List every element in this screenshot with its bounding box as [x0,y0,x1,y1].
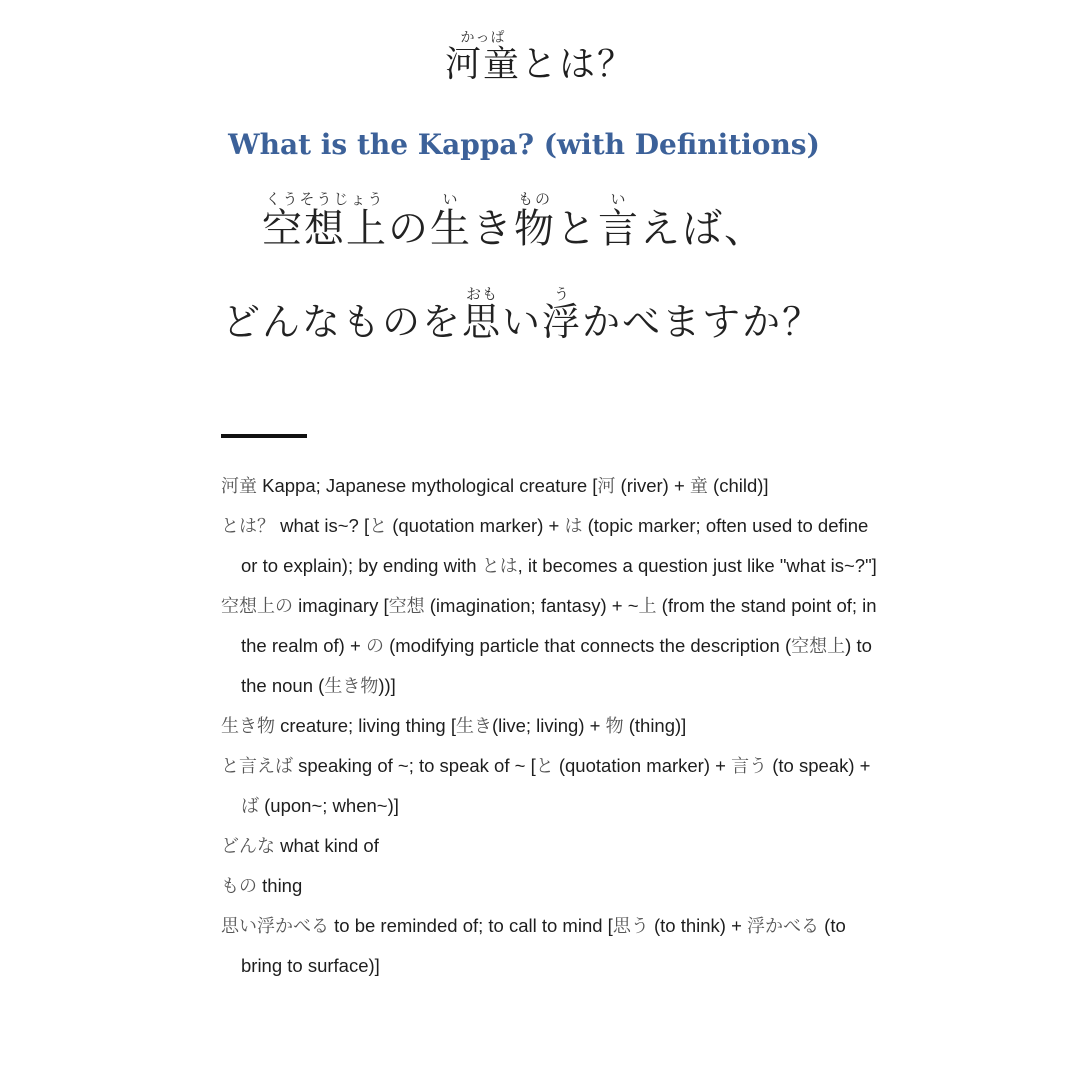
vocab-definition: creature; living thing [ [275,715,456,736]
ruby-base: 生 [430,206,472,252]
vocab-definition: speaking of ~; to speak of ~ [ [293,755,536,776]
vocab-entry-omoiukaberu [221,906,881,985]
part-jp: 思う [612,916,649,937]
part-jp: 生き物 [324,676,379,697]
vocab-term: もの [221,876,257,897]
furigana: おも [462,285,503,303]
furigana: い [430,190,472,208]
part-jp: 河 [597,476,616,497]
ruby-base: 言 [598,206,640,252]
title-kanji-with-furigana [444,30,521,85]
part-en: (imagination; fantasy) + ~ [424,595,639,616]
kana-segment: かべますか？ [582,300,823,344]
part-jp: 浮かべる [747,916,820,937]
part-en: (to bring to surface)] [241,915,846,976]
vocab-entry-ikimono [221,706,881,746]
part-jp: の [365,636,384,657]
vocab-term: どんな [221,836,275,857]
title-rest: とは？ [521,44,636,85]
ruby-base: 浮 [542,300,583,344]
vocab-entry-towa [221,506,881,586]
part-en: (to speak) + [767,755,871,776]
vocab-definition: imaginary [ [293,595,389,616]
ruby-segment [462,285,503,344]
part-jp: 上 [638,596,657,617]
furigana: い [598,190,640,208]
vocab-entry-mono [221,866,881,906]
ruby-base: 思 [462,300,503,344]
kana-segment: き [472,206,514,252]
question-line-1 [262,190,766,253]
part-jp: 空想上 [791,636,846,657]
vocab-definition: Kappa; Japanese mythological creature [ [257,475,598,496]
part-en: (to think) + [648,915,748,936]
part-en: (quotation marker) + [387,515,565,536]
vocab-term: と言えば [221,756,293,777]
part-en: (quotation marker) + [553,755,732,776]
part-en: (child)] [707,475,769,496]
section-divider [221,434,307,438]
vocab-entry-kuusoujou [221,586,881,706]
part-en: (river) + [615,475,690,496]
part-en: , it becomes a question just like "what is~?"] [517,555,877,576]
part-jp: は [564,516,583,537]
vocab-term: 河童 [221,476,257,497]
kana-segment: と [556,206,598,252]
furigana: う [542,285,583,303]
title-furigana: かっぱ [444,30,521,46]
ruby-base: 空想上 [262,206,388,252]
vocab-definition: what is~? [ [275,515,370,536]
part-jp: ば [241,796,259,817]
ruby-segment [542,285,583,344]
vocab-definition: to be reminded of; to call to mind [ [329,915,613,936]
part-jp: 童 [689,476,708,497]
ruby-base: 物 [514,206,556,252]
vocab-entry-kappa [221,466,881,506]
ruby-segment [514,190,556,252]
vocab-term: 思い浮かべる [221,916,329,937]
part-en: (thing)] [623,715,687,736]
vocab-definition: thing [257,875,303,896]
vocab-term: 空想上の [221,596,293,617]
kana-segment: の [388,206,430,252]
ruby-segment [598,190,640,252]
title [0,30,1080,86]
part-en: ) to the noun ( [241,635,872,696]
subtitle: What is the Kappa? (with Definitions) [228,128,820,161]
furigana: もの [514,190,556,208]
kana-segment: どんなものを [222,300,463,344]
furigana: くうそうじょう [262,190,388,208]
part-en: (topic marker; often used to define or to explain); by ending with [241,515,869,576]
vocab-entry-toieba [221,746,881,826]
part-jp: と [369,516,388,537]
part-en: (upon~; when~)] [259,795,399,816]
title-japanese [444,30,636,85]
vocab-term: 生き物 [221,716,275,737]
part-jp: 空想 [388,596,425,617]
vocab-definition: what kind of [275,835,379,856]
vocab-term: とは？ [221,516,275,537]
part-jp: とは [481,556,518,577]
part-en: (from the stand point of; in the realm of) + [241,595,877,656]
part-jp: 言う [731,756,768,777]
kana-segment: い [502,300,543,344]
part-en: (live; living) + [491,715,606,736]
part-en: (modifying particle that connects the description ( [383,635,792,656]
kana-segment: えば、 [640,206,766,252]
ruby-segment [430,190,472,252]
vocab-entry-donna [221,826,881,866]
question-line-2 [222,285,822,346]
vocabulary-list [221,466,881,985]
part-jp: 生き [455,716,492,737]
title-kanji: 河童 [444,44,521,85]
part-jp: 物 [605,716,624,737]
part-en: ))] [378,675,396,696]
part-jp: と [535,756,554,777]
ruby-segment [262,190,388,252]
